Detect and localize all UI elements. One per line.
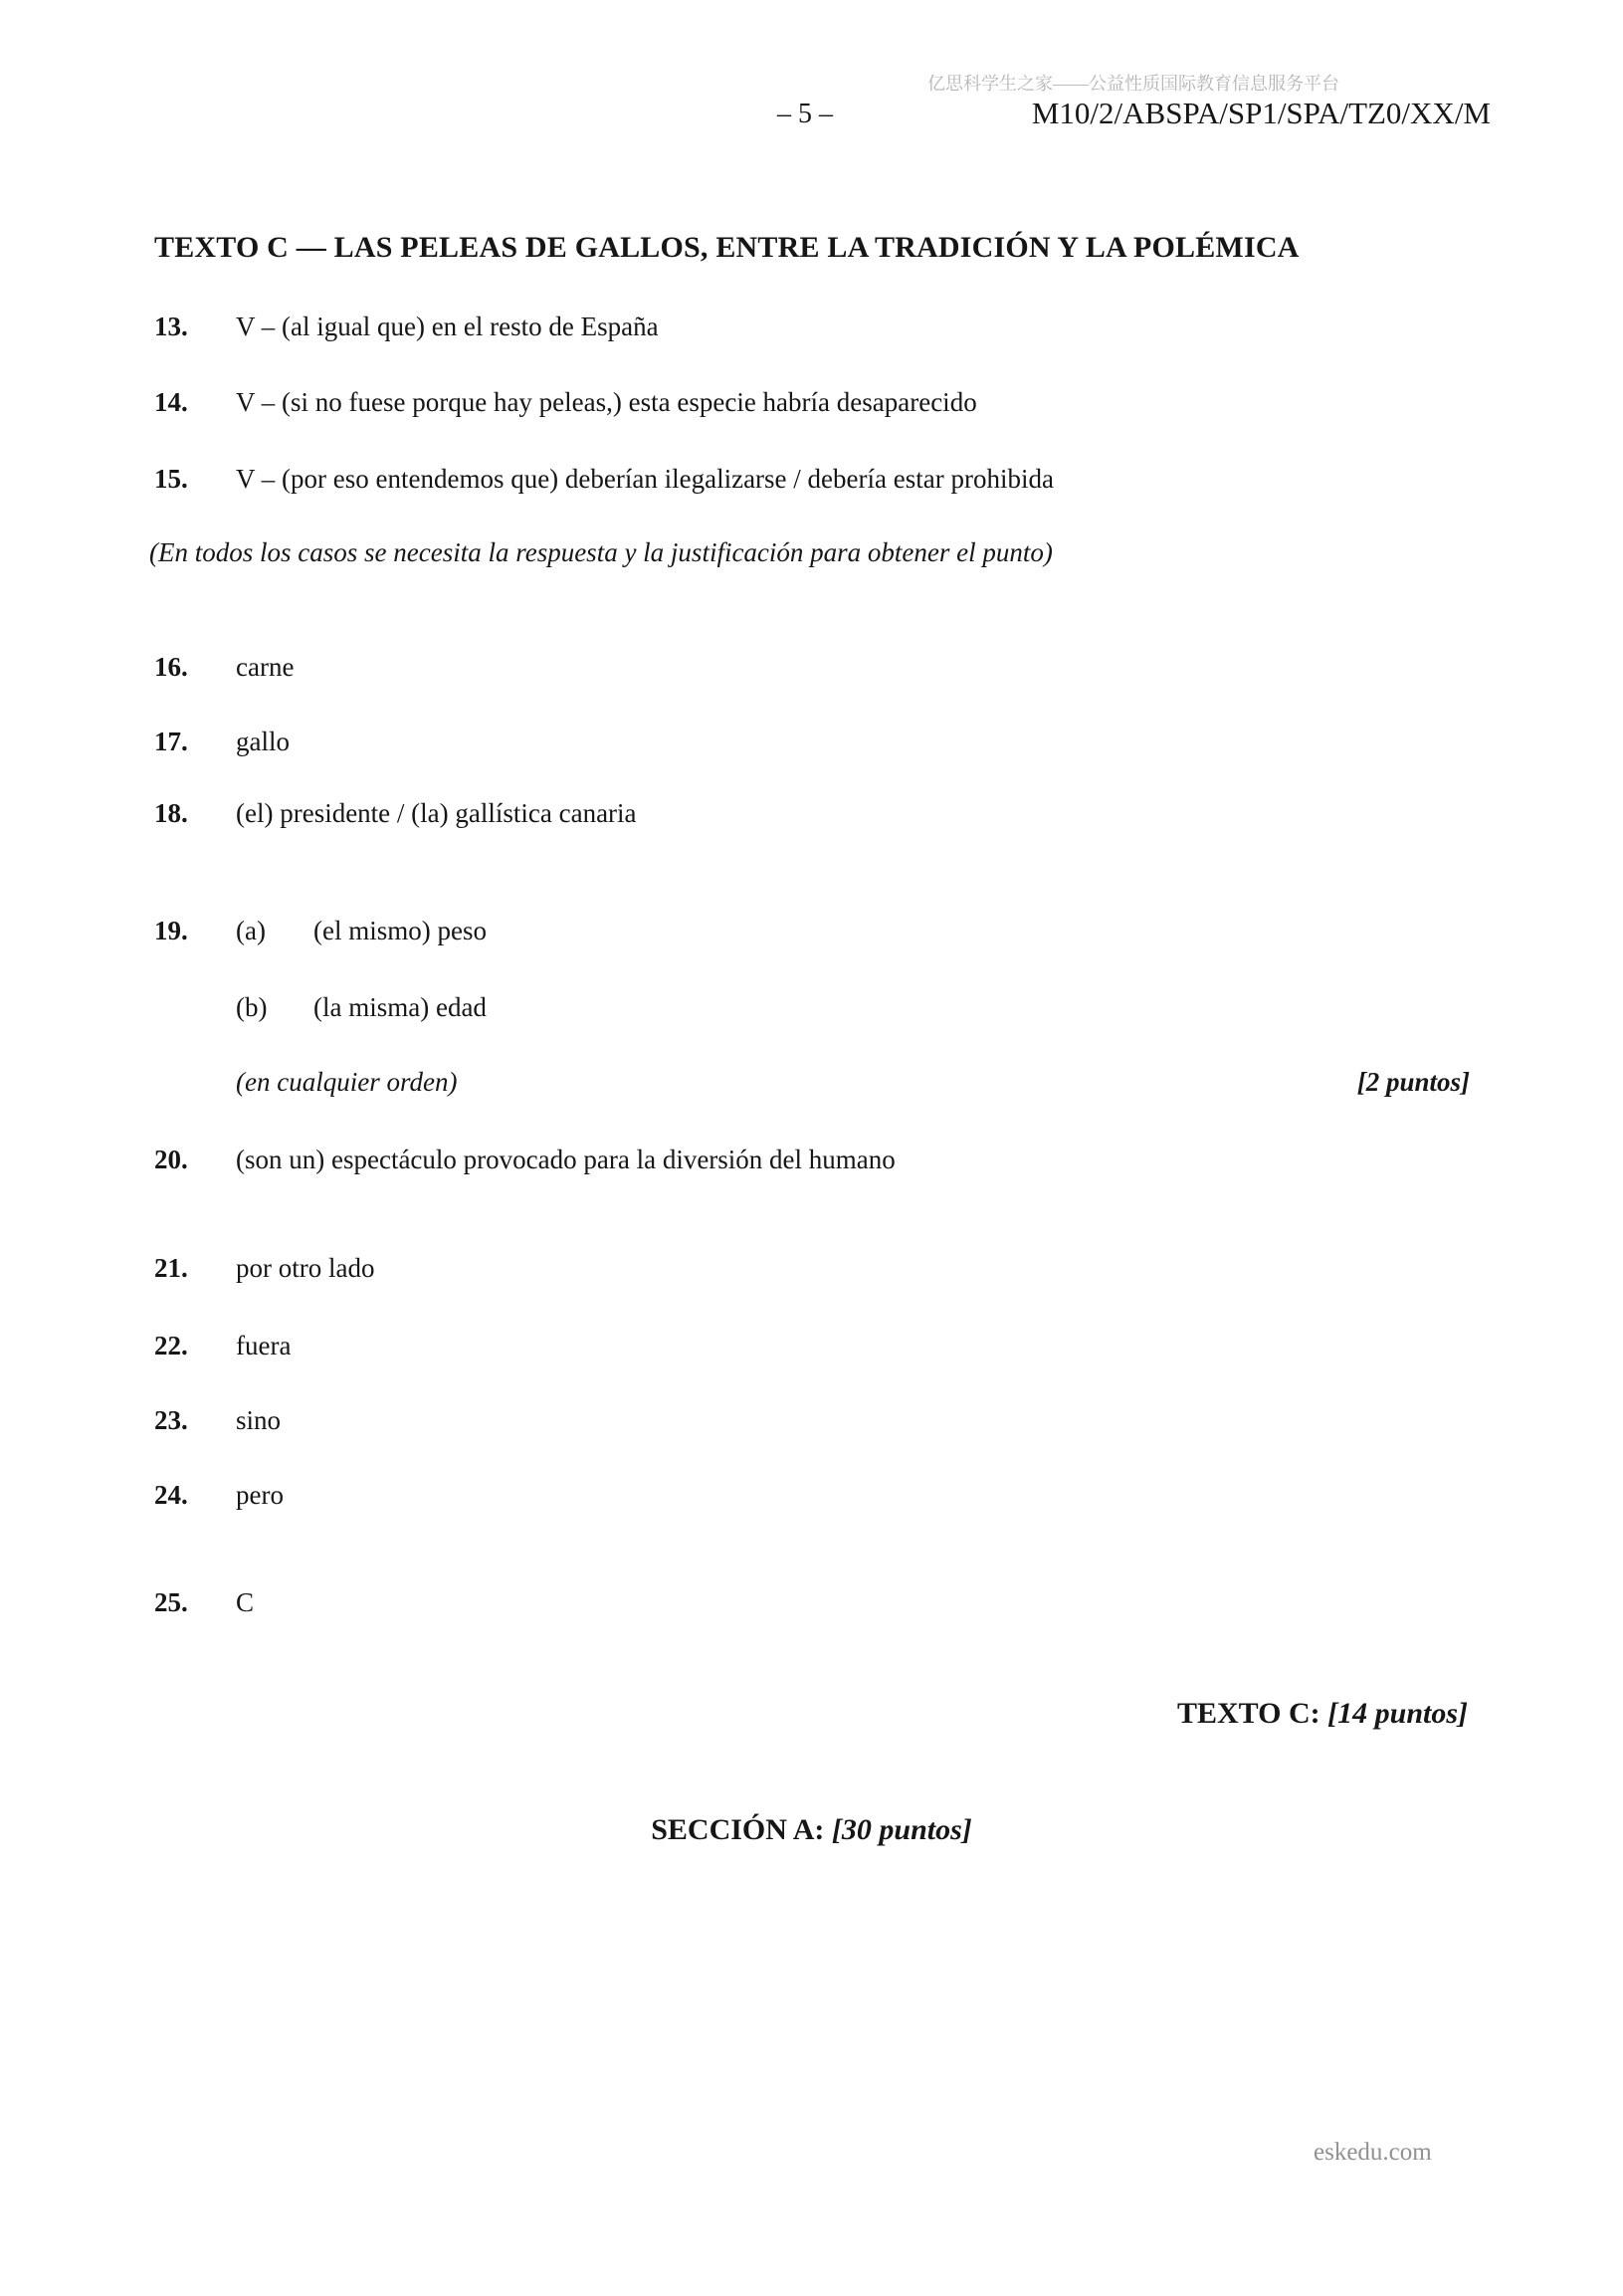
answer-number: 20.: [154, 1145, 188, 1174]
answer-number: 23.: [154, 1405, 188, 1435]
answer-number: 18.: [154, 798, 188, 828]
answer-number: 21.: [154, 1253, 188, 1283]
answer-text: V – (por eso entendemos que) deberían ilegalizarse / debería estar prohibida: [236, 464, 1054, 494]
answer-text: carne: [236, 652, 295, 682]
answer-text: (el) presidente / (la) gallística canaria: [236, 798, 637, 828]
answer-text: V – (al igual que) en el resto de España: [236, 312, 659, 341]
sub-item-label-b: (b): [236, 992, 268, 1022]
answer-number: 13.: [154, 312, 188, 341]
answer-number: 22.: [154, 1331, 188, 1360]
seccion-a-total-label: SECCIÓN A:: [651, 1813, 825, 1846]
all-cases-note: (En todos los casos se necesita la respuesta y la justificación para obtener el punto): [149, 537, 1053, 567]
page-number: – 5 –: [777, 99, 833, 129]
answer-text: pero: [236, 1480, 284, 1510]
sub-item-label-a: (a): [236, 916, 266, 945]
answer-text: (son un) espectáculo provocado para la diversión del humano: [236, 1145, 896, 1174]
texto-c-title: TEXTO C — LAS PELEAS DE GALLOS, ENTRE LA TRADICIÓN Y LA POLÉMICA: [154, 231, 1300, 264]
seccion-a-total: [0, 1813, 1623, 1847]
answer-text: gallo: [236, 727, 290, 756]
answer-text: fuera: [236, 1331, 292, 1360]
any-order-note: (en cualquier orden): [236, 1067, 458, 1097]
points-badge: [2 puntos]: [1356, 1067, 1470, 1097]
answer-number: 19.: [154, 916, 188, 945]
answer-text: C: [236, 1587, 255, 1617]
answer-number: 14.: [154, 387, 188, 417]
answer-number: 24.: [154, 1480, 188, 1510]
texto-c-total-points: [14 puntos]: [1327, 1697, 1468, 1730]
answer-text: por otro lado: [236, 1253, 375, 1283]
answer-number: 25.: [154, 1587, 188, 1617]
seccion-a-total-points: [30 puntos]: [831, 1813, 972, 1846]
texto-c-total-label: TEXTO C:: [1176, 1697, 1320, 1730]
footer-site-text: eskedu.com: [1314, 2139, 1432, 2166]
answer-text: sino: [236, 1405, 282, 1435]
texto-c-total: [1177, 1697, 1468, 1731]
sub-item-text-a: (el mismo) peso: [313, 916, 487, 945]
answer-text: V – (si no fuese porque hay peleas,) esta especie habría desaparecido: [236, 387, 977, 417]
answer-number: 15.: [154, 464, 188, 494]
answer-number: 16.: [154, 652, 188, 682]
sub-item-text-b: (la misma) edad: [313, 992, 487, 1022]
answer-number: 17.: [154, 727, 188, 756]
paper-code: M10/2/ABSPA/SP1/SPA/TZ0/XX/M: [1031, 96, 1491, 130]
watermark-text: 亿思科学生之家——公益性质国际教育信息服务平台: [927, 74, 1339, 94]
